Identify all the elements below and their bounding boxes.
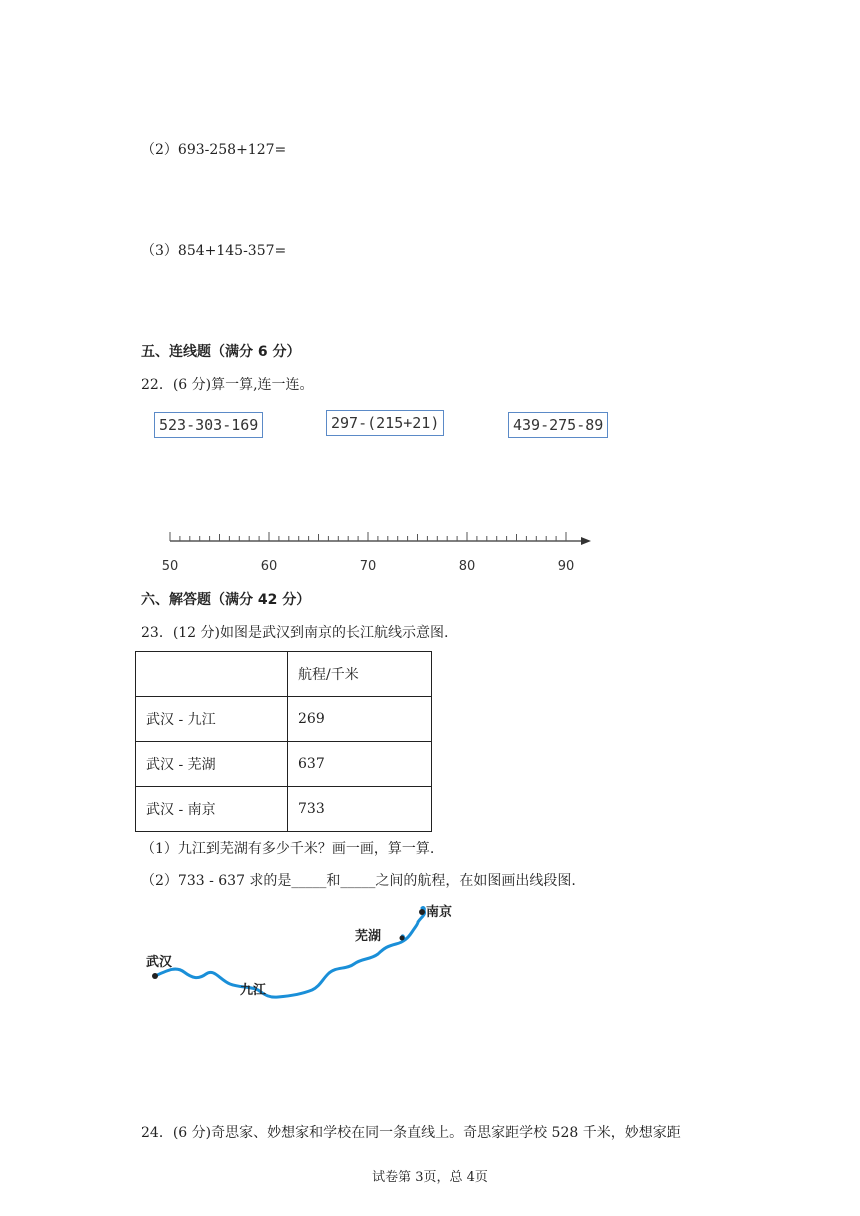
table-cell-route: 武汉 - 芜湖 xyxy=(136,742,288,787)
section-5-title: 五、连线题（满分 6 分） xyxy=(141,344,301,360)
number-line-label: 90 xyxy=(557,559,575,574)
expression-box-1[interactable]: 523-303-169 xyxy=(154,412,263,438)
wuhan-label: 武汉 xyxy=(146,955,173,970)
table-row xyxy=(136,787,432,832)
expression-box-3[interactable]: 439-275-89 xyxy=(508,412,608,438)
question-23-part-2: （2）733 - 637 求的是_____和_____之间的航程，在如图画出线段图. xyxy=(141,873,576,889)
number-line-label: 50 xyxy=(161,559,179,574)
number-line-ticks xyxy=(170,532,566,541)
question-22: 22．(6 分)算一算,连一连。 xyxy=(141,377,314,393)
number-line-label: 60 xyxy=(260,559,278,574)
table-cell-distance: 637 xyxy=(288,742,432,787)
table-cell-route: 武汉 - 南京 xyxy=(136,787,288,832)
wuhu-marker xyxy=(400,936,405,941)
number-line-label: 80 xyxy=(458,559,476,574)
route-table xyxy=(135,651,432,832)
expression-box-2[interactable]: 297-(215+21) xyxy=(326,410,444,436)
table-header-row xyxy=(136,652,432,697)
table-row xyxy=(136,697,432,742)
number-line-arrow-icon xyxy=(581,537,591,545)
q21-part-3: （3）854+145-357= xyxy=(141,243,287,259)
yangtze-route-map[interactable] xyxy=(140,900,500,1010)
wuhu-label: 芜湖 xyxy=(355,929,382,944)
jiujiang-label: 九江 xyxy=(240,983,267,998)
nanjing-label: 南京 xyxy=(426,905,453,920)
table-header-cell xyxy=(136,652,288,697)
table-header-cell: 航程/千米 xyxy=(288,652,432,697)
number-line-label: 70 xyxy=(359,559,377,574)
question-23: 23．(12 分)如图是武汉到南京的长江航线示意图. xyxy=(141,625,449,641)
number-line[interactable] xyxy=(150,520,600,580)
page-footer: 试卷第 3页，总 4页 xyxy=(372,1170,488,1185)
wuhan-marker xyxy=(152,973,158,979)
question-23-part-1: （1）九江到芜湖有多少千米？画一画，算一算. xyxy=(141,841,435,857)
q21-part-2: （2）693-258+127= xyxy=(141,142,287,158)
table-cell-distance: 733 xyxy=(288,787,432,832)
river-path xyxy=(155,907,425,997)
section-6-title: 六、解答题（满分 42 分） xyxy=(141,592,311,608)
question-24: 24．(6 分)奇思家、妙想家和学校在同一条直线上。奇思家距学校 528 千米，妙想家距 xyxy=(141,1125,681,1141)
table-cell-distance: 269 xyxy=(288,697,432,742)
table-cell-route: 武汉 - 九江 xyxy=(136,697,288,742)
nanjing-marker xyxy=(419,909,425,915)
table-row xyxy=(136,742,432,787)
